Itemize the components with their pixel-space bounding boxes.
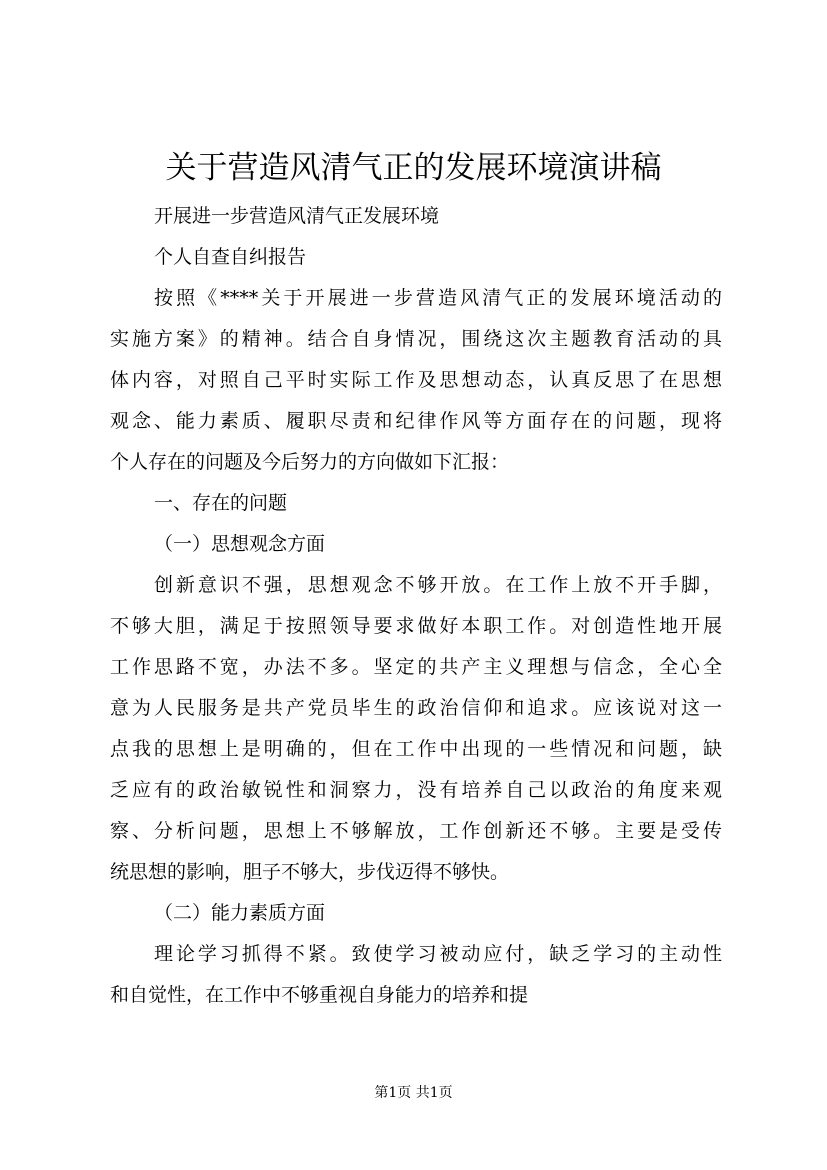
paragraph-line: 实施方案》的精神。结合自身情况，围绕这次主题教育活动的具 <box>110 328 722 350</box>
subsection-heading: （二）能力素质方面 <box>154 902 326 924</box>
paragraph-line: 乏应有的政治敏锐性和洞察力，没有培养自己以政治的角度来观 <box>110 779 722 801</box>
subtitle-line: 开展进一步营造风清气正发展环境 <box>154 205 440 227</box>
paragraph-line: 察、分析问题，思想上不够解放，工作创新还不够。主要是受传 <box>110 820 722 842</box>
paragraph-line: 工作思路不宽，办法不多。坚定的共产主义理想与信念，全心全 <box>110 656 722 678</box>
paragraph-line: 不够大胆，满足于按照领导要求做好本职工作。对创造性地开展 <box>110 615 722 637</box>
section-heading: 一、存在的问题 <box>154 492 288 514</box>
paragraph-line: 理论学习抓得不紧。致使学习被动应付，缺乏学习的主动性 <box>154 943 722 965</box>
subsection-heading: （一）思想观念方面 <box>154 533 326 555</box>
paragraph-line: 观念、能力素质、履职尽责和纪律作风等方面存在的问题，现将 <box>110 410 722 432</box>
paragraph-line: 创新意识不强，思想观念不够开放。在工作上放不开手脚， <box>154 574 722 596</box>
paragraph-line: 按照《****关于开展进一步营造风清气正的发展环境活动的 <box>154 287 722 309</box>
document-body <box>110 196 722 1016</box>
paragraph-line: 点我的思想上是明确的，但在工作中出现的一些情况和问题，缺 <box>110 738 722 760</box>
subtitle-line: 个人自查自纠报告 <box>154 246 307 268</box>
paragraph-line: 和自觉性，在工作中不够重视自身能力的培养和提 <box>110 984 529 1006</box>
document-title: 关于营造风清气正的发展环境演讲稿 <box>165 150 662 186</box>
paragraph-line: 体内容，对照自己平时实际工作及思想动态，认真反思了在思想 <box>110 369 722 391</box>
paragraph-line: 统思想的影响，胆子不够大，步伐迈得不够快。 <box>110 861 510 883</box>
paragraph-line: 意为人民服务是共产党员毕生的政治信仰和追求。应该说对这一 <box>110 697 722 719</box>
page-footer: 第1页 共1页 <box>374 1085 453 1101</box>
paragraph-line: 个人存在的问题及今后努力的方向做如下汇报： <box>110 451 510 473</box>
